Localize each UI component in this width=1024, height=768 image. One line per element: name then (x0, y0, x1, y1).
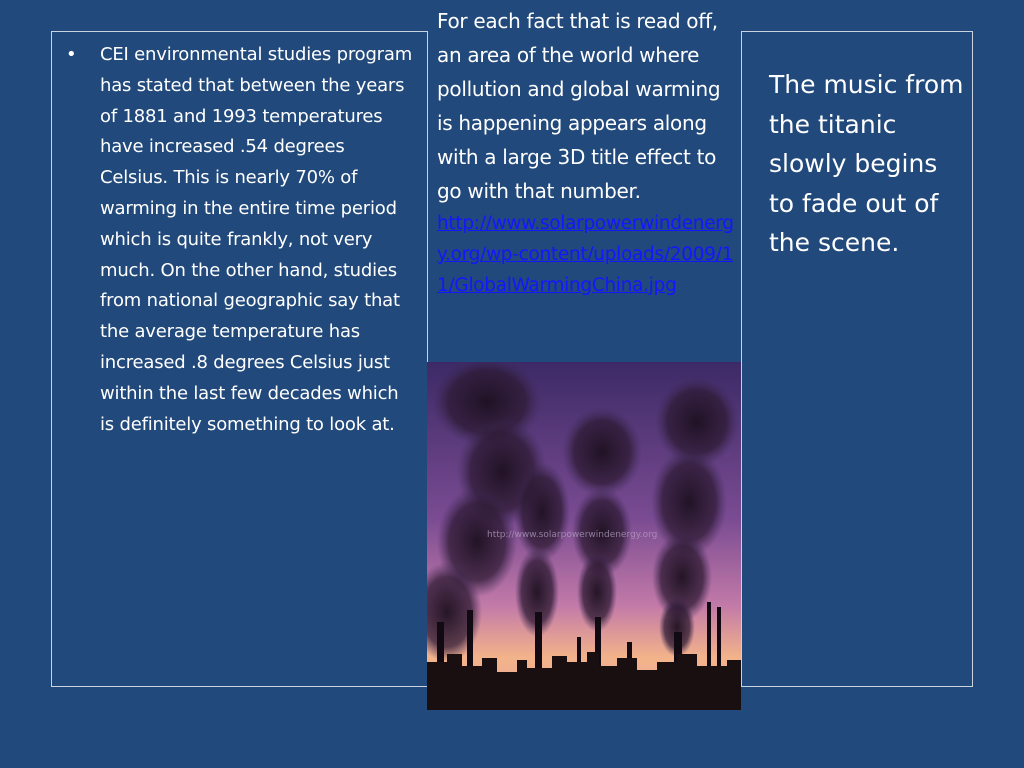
bullet-marker: • (66, 44, 77, 65)
left-text-panel (51, 31, 428, 687)
bullet-item (66, 40, 417, 440)
bullet-text: CEI environmental studies program has stated that between the years of 1881 and 1993 temperatures have increased .54 degrees Celsius. This is nearly 70% of warming in the entire time period which is quite frankly, not very much. On the other hand, studies from national geographic say that the average temperature has increased .8 degrees Celsius just within the last few decades which is definitely something to look at. (100, 44, 413, 435)
smokestacks-illustration (427, 362, 741, 710)
pollution-photo (427, 362, 741, 710)
image-watermark: http://www.solarpowerwindenergy.org (487, 530, 658, 540)
middle-text-block (437, 4, 741, 301)
right-text-panel (741, 31, 973, 687)
image-source-link[interactable]: http://www.solarpowerwindenergy.org/wp-content/uploads/2009/11/GlobalWarmingChina.jpg (437, 213, 734, 296)
middle-description: For each fact that is read off, an area of the world where pollution and global warming is happening appears along with a large 3D title effect to go with that number. (437, 9, 721, 203)
bullet-list (66, 40, 417, 440)
right-panel-text: The music from the titanic slowly begins to fade out of the scene. (769, 70, 964, 257)
